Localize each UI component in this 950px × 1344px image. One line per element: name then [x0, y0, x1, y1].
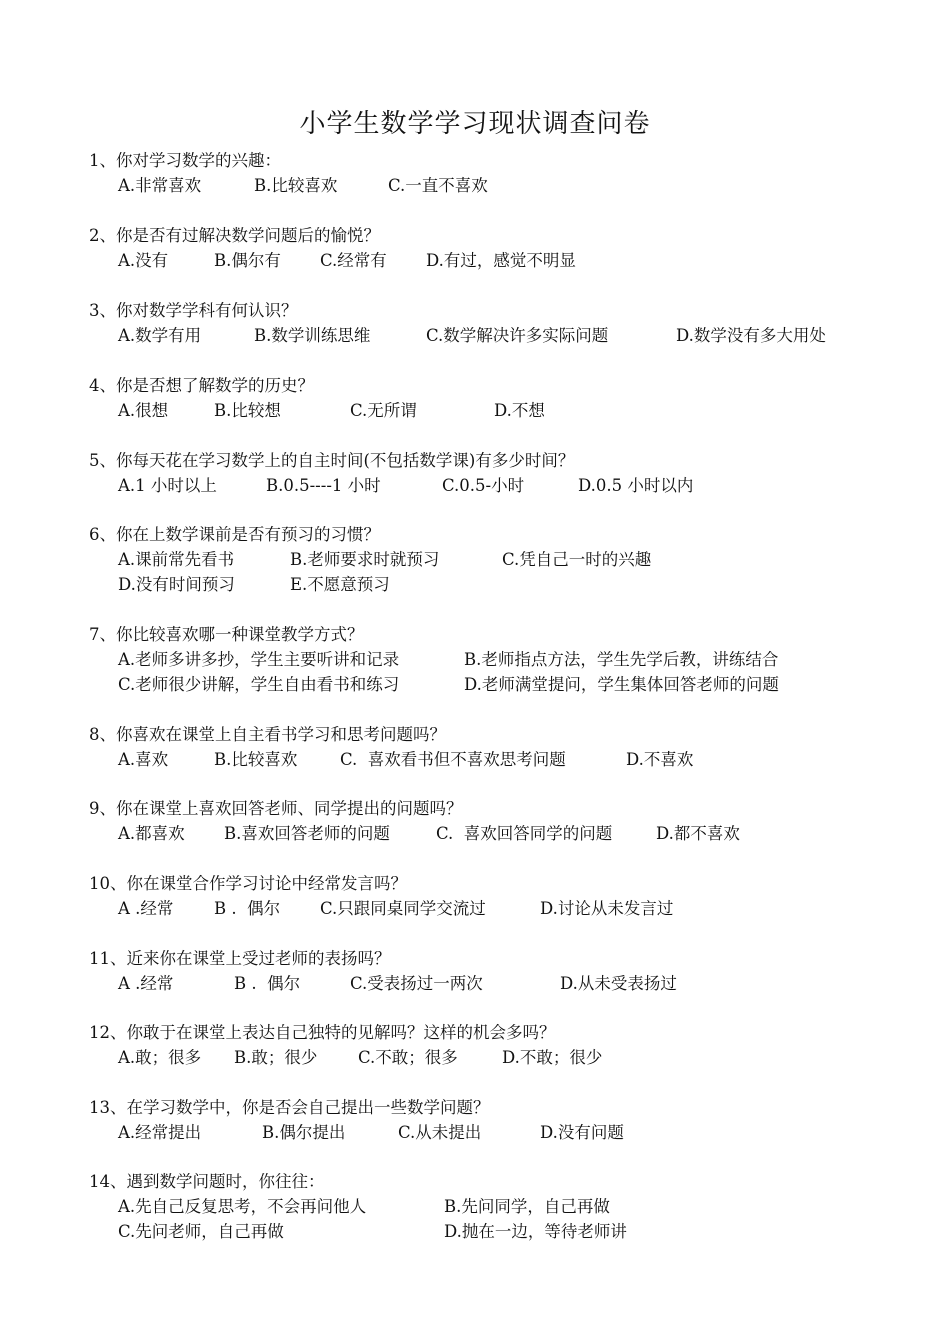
question-12: 12、你敢于在课堂上表达自己独特的见解吗？这样的机会多吗？ [89, 1023, 556, 1042]
q3-option-c: C.数学解决许多实际问题 [426, 326, 609, 345]
q14-option-d: D.抛在一边，等待老师讲 [444, 1222, 627, 1241]
q10-option-b: B . 偶尔 [214, 899, 281, 918]
question-4: 4、你是否想了解数学的历史？ [89, 376, 314, 395]
q11-option-d: D.从未受表扬过 [560, 974, 677, 993]
question-10: 10、你在课堂合作学习讨论中经常发言吗？ [89, 874, 407, 893]
question-13: 13、在学习数学中，你是否会自己提出一些数学问题？ [89, 1098, 490, 1117]
q6-option-e: E.不愿意预习 [290, 575, 390, 594]
q2-option-a: A.没有 [118, 251, 169, 270]
q6-option-b: B.老师要求时就预习 [290, 550, 440, 569]
q10-option-d: D.讨论从未发言过 [540, 899, 674, 918]
q8-option-a: A.喜欢 [118, 750, 169, 769]
q11-option-a: A .经常 [118, 974, 174, 993]
q1-option-b: B.比较喜欢 [254, 176, 338, 195]
q13-option-b: B.偶尔提出 [262, 1123, 346, 1142]
q11-option-c: C.受表扬过一两次 [350, 974, 483, 993]
q4-option-b: B.比较想 [214, 401, 281, 420]
question-8: 8、你喜欢在课堂上自主看书学习和思考问题吗？ [89, 725, 446, 744]
question-3: 3、你对数学学科有何认识？ [89, 301, 298, 320]
question-2: 2、你是否有过解决数学问题后的愉悦？ [89, 226, 380, 245]
q9-option-d: D.都不喜欢 [656, 824, 740, 843]
q4-option-d: D.不想 [494, 401, 545, 420]
q8-option-b: B.比较喜欢 [214, 750, 298, 769]
q13-option-a: A.经常提出 [118, 1123, 202, 1142]
q12-option-a: A.敢；很多 [118, 1048, 202, 1067]
q11-option-b: B . 偶尔 [234, 974, 301, 993]
question-1: 1、你对学习数学的兴趣： [89, 151, 281, 170]
q2-option-b: B.偶尔有 [214, 251, 281, 270]
q10-option-c: C.只跟同桌同学交流过 [320, 899, 486, 918]
q8-option-c: C. 喜欢看书但不喜欢思考问题 [340, 750, 566, 769]
q5-option-d: D.0.5 小时以内 [578, 476, 694, 495]
q2-option-d: D.有过，感觉不明显 [426, 251, 576, 270]
q3-option-b: B.数学训练思维 [254, 326, 371, 345]
q3-option-d: D.数学没有多大用处 [676, 326, 826, 345]
q2-option-c: C.经常有 [320, 251, 387, 270]
q10-option-a: A .经常 [118, 899, 174, 918]
q13-option-c: C.从未提出 [398, 1123, 482, 1142]
q14-option-a: A.先自己反复思考，不会再问他人 [118, 1197, 367, 1216]
q14-option-c: C.先问老师，自己再做 [118, 1222, 284, 1241]
q6-option-c: C.凭自己一时的兴趣 [502, 550, 652, 569]
question-7: 7、你比较喜欢哪一种课堂教学方式？ [89, 625, 364, 644]
q9-option-c: C. 喜欢回答同学的问题 [436, 824, 613, 843]
q9-option-a: A.都喜欢 [118, 824, 185, 843]
question-9: 9、你在课堂上喜欢回答老师、同学提出的问题吗？ [89, 799, 463, 818]
question-11: 11、近来你在课堂上受过老师的表扬吗？ [89, 949, 391, 968]
question-14: 14、遇到数学问题时，你往往： [89, 1172, 325, 1191]
q12-option-d: D.不敢；很少 [502, 1048, 603, 1067]
question-5: 5、你每天花在学习数学上的自主时间(不包括数学课)有多少时间？ [89, 451, 575, 470]
q7-option-c: C.老师很少讲解，学生自由看书和练习 [118, 675, 400, 694]
q7-option-b: B.老师指点方法，学生先学后教，讲练结合 [464, 650, 779, 669]
q8-option-d: D.不喜欢 [626, 750, 694, 769]
q5-option-c: C.0.5-小时 [442, 476, 525, 495]
q13-option-d: D.没有问题 [540, 1123, 624, 1142]
q4-option-a: A.很想 [118, 401, 169, 420]
q14-option-b: B.先问同学，自己再做 [444, 1197, 610, 1216]
q5-option-b: B.0.5----1 小时 [266, 476, 381, 495]
question-6: 6、你在上数学课前是否有预习的习惯？ [89, 525, 380, 544]
q1-option-a: A.非常喜欢 [118, 176, 202, 195]
q7-option-d: D.老师满堂提问，学生集体回答老师的问题 [464, 675, 779, 694]
q12-option-c: C.不敢；很多 [358, 1048, 458, 1067]
q5-option-a: A.1 小时以上 [118, 476, 217, 495]
q12-option-b: B.敢；很少 [234, 1048, 318, 1067]
q6-option-a: A.课前常先看书 [118, 550, 235, 569]
q9-option-b: B.喜欢回答老师的问题 [224, 824, 390, 843]
q4-option-c: C.无所谓 [350, 401, 417, 420]
q1-option-c: C.一直不喜欢 [388, 176, 488, 195]
q7-option-a: A.老师多讲多抄，学生主要听讲和记录 [118, 650, 400, 669]
page-title: 小学生数学学习现状调查问卷 [299, 109, 651, 139]
q6-option-d: D.没有时间预习 [118, 575, 235, 594]
q3-option-a: A.数学有用 [118, 326, 202, 345]
